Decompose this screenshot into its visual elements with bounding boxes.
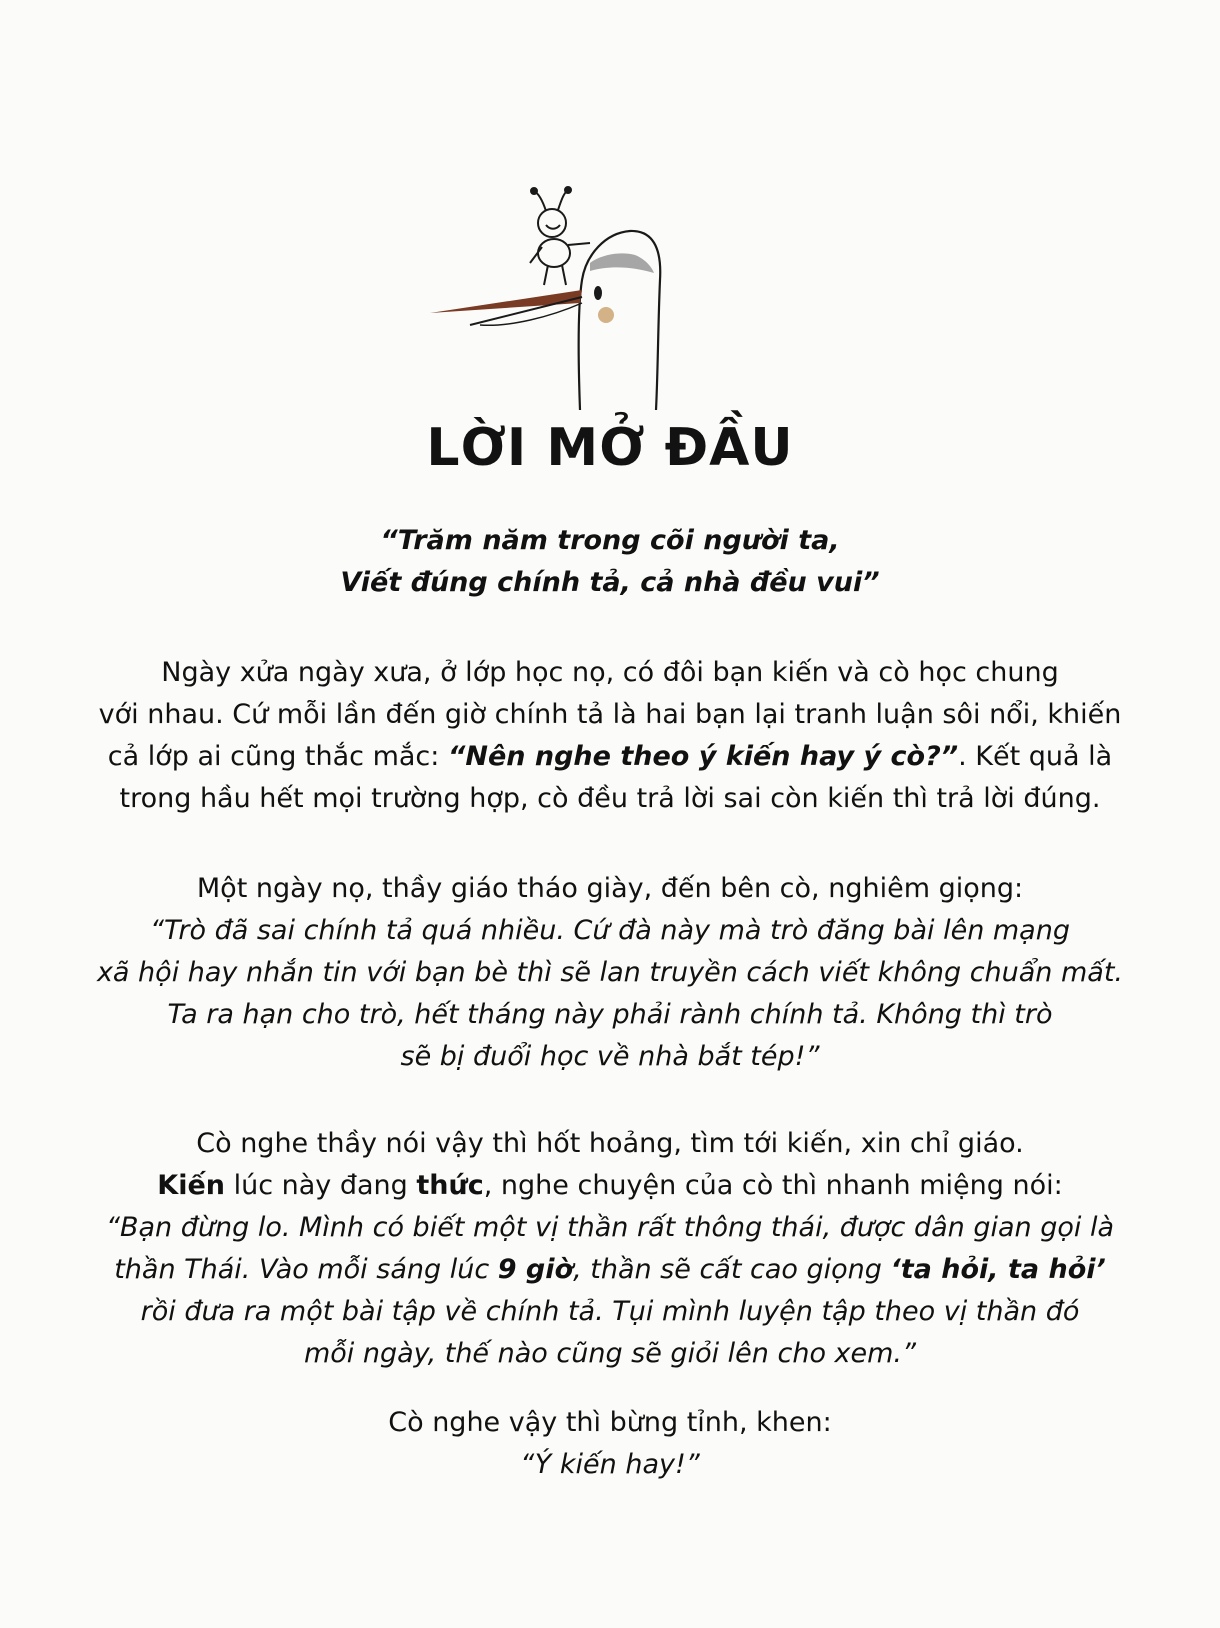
question-highlight: “Nên nghe theo ý kiến hay ý cò?”: [447, 741, 959, 772]
paragraph-3-line-6: mỗi ngày, thế nào cũng sẽ giỏi lên cho xem.”: [303, 1338, 917, 1369]
paragraph-1-line-2: với nhau. Cứ mỗi lần đến giờ chính tả là hai bạn lại tranh luận sôi nổi, khiến: [98, 699, 1122, 730]
paragraph-3-line-5: rồi đưa ra một bài tập về chính tả. Tụi mình luyện tập theo vị thần đó: [140, 1296, 1080, 1327]
paragraph-3-line-1: Cò nghe thầy nói vậy thì hốt hoảng, tìm tới kiến, xin chỉ giáo.: [196, 1128, 1024, 1159]
paragraph-4: [20, 1402, 1200, 1486]
paragraph-1-line-3-pre: cả lớp ai cũng thắc mắc:: [107, 741, 448, 772]
epigraph-line-1: “Trăm năm trong cõi người ta,: [380, 525, 840, 556]
paragraph-3-line-4-pre: thần Thái. Vào mỗi sáng lúc: [114, 1254, 498, 1285]
paragraph-4-line-2: “Ý kiến hay!”: [520, 1449, 700, 1480]
stork-beak: [430, 290, 582, 313]
paragraph-2-line-2: “Trò đã sai chính tả quá nhiều. Cứ đà này mà trò đăng bài lên mạng: [150, 915, 1070, 946]
stork-cheek: [598, 307, 614, 323]
paragraph-3-line-2-mid: lúc này đang: [225, 1170, 417, 1201]
paragraph-3-line-4-mid: , thần sẽ cất cao giọng: [573, 1254, 891, 1285]
paragraph-4-line-1: Cò nghe vậy thì bừng tỉnh, khen:: [388, 1407, 832, 1438]
paragraph-1-line-3: [20, 736, 1200, 778]
paragraph-1: [20, 652, 1200, 820]
stork-cap: [590, 253, 654, 273]
paragraph-2-line-1: Một ngày nọ, thầy giáo tháo giày, đến bên cò, nghiêm giọng:: [196, 873, 1024, 904]
ant-figure: [530, 187, 590, 285]
paragraph-1-line-1: Ngày xửa ngày xưa, ở lớp học nọ, có đôi bạn kiến và cò học chung: [161, 657, 1059, 688]
ta-hoi-highlight: ‘ta hỏi, ta hỏi’: [890, 1254, 1106, 1285]
ant-riding-stork-icon: [430, 185, 700, 415]
paragraph-3-line-2: [20, 1165, 1200, 1207]
paragraph-2: [20, 868, 1200, 1078]
paragraph-2-line-3: xã hội hay nhắn tin với bạn bè thì sẽ lan truyền cách viết không chuẩn mất.: [96, 957, 1124, 988]
paragraph-1-line-4: trong hầu hết mọi trường hợp, cò đều trả lời sai còn kiến thì trả lời đúng.: [119, 783, 1101, 814]
paragraph-3: [20, 1123, 1200, 1375]
kien-highlight: Kiến: [157, 1170, 226, 1201]
paragraph-2-line-4: Ta ra hạn cho trò, hết tháng này phải rành chính tả. Không thì trò: [167, 999, 1053, 1030]
epigraph: [20, 520, 1200, 604]
paragraph-1-line-3-post: . Kết quả là: [958, 741, 1113, 772]
thuc-highlight: thức: [416, 1170, 484, 1201]
stork-eye: [594, 286, 602, 300]
paragraph-3-line-3: “Bạn đừng lo. Mình có biết một vị thần rất thông thái, được dân gian gọi là: [105, 1212, 1114, 1243]
epigraph-line-2: Viết đúng chính tả, cả nhà đều vui”: [340, 567, 880, 598]
time-highlight: 9 giờ: [497, 1254, 574, 1285]
paragraph-3-line-2-post: , nghe chuyện của cò thì nhanh miệng nói:: [483, 1170, 1063, 1201]
page-title: LỜI MỞ ĐẦU: [426, 418, 794, 478]
paragraph-3-line-4: [20, 1249, 1200, 1291]
paragraph-2-line-5: sẽ bị đuổi học về nhà bắt tép!”: [400, 1041, 820, 1072]
